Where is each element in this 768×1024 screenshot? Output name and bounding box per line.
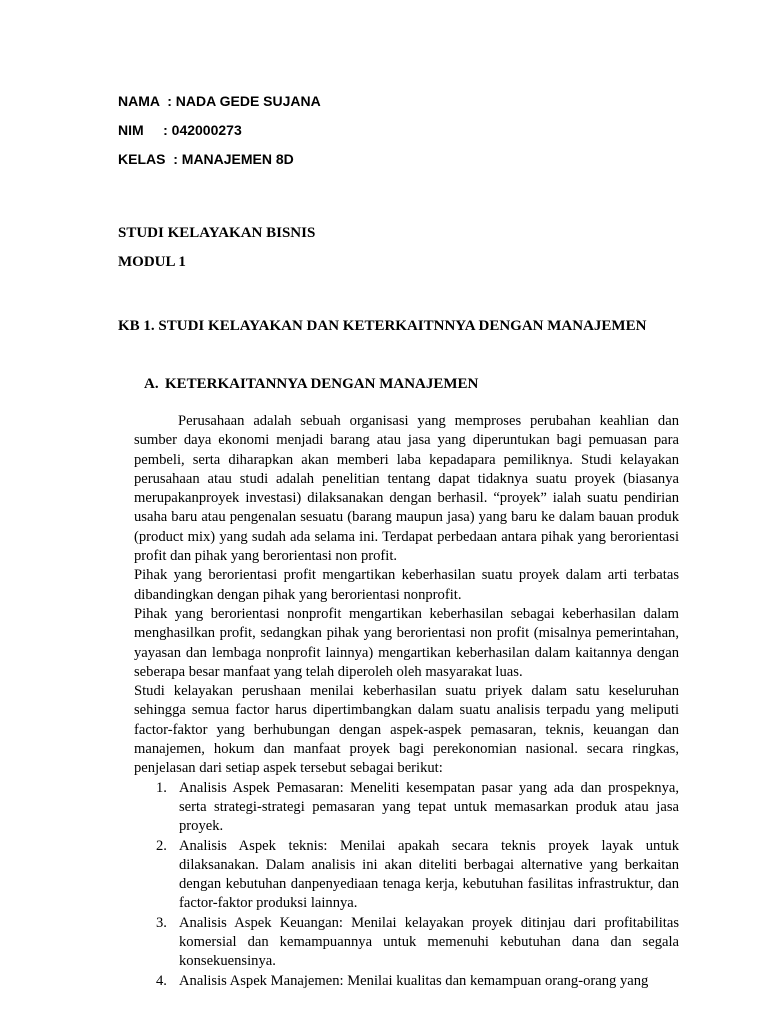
student-nim: NIM : 042000273 — [118, 122, 242, 138]
list-item — [134, 779, 679, 837]
list-number: 2. — [156, 837, 167, 854]
list-item — [134, 837, 679, 914]
list-item — [134, 914, 679, 972]
list-number: 1. — [156, 779, 167, 796]
student-info — [118, 90, 321, 177]
paragraph: Pihak yang berorientasi profit mengartikan keberhasilan suatu proyek dalam arti terbatas dibandingkan dengan pihak yang berorientasi nonprofit. — [134, 567, 679, 603]
course-titles — [118, 222, 315, 280]
kb-title: KB 1. STUDI KELAYAKAN DAN KETERKAITNNYA DENGAN MANAJEMEN — [118, 318, 647, 334]
list-number: 3. — [156, 914, 167, 931]
list-text: Analisis Aspek Keuangan: Menilai kelayakan proyek ditinjau dari profitabilitas komersial dan kemampuannya untuk memenuhi kebutuhan dana dan segala konsekuensinya. — [179, 914, 679, 970]
section-title: KETERKAITANNYA DENGAN MANAJEMEN — [165, 376, 479, 392]
student-class: KELAS : MANAJEMEN 8D — [118, 151, 294, 167]
aspect-list — [134, 779, 679, 991]
section-letter: A. — [144, 376, 159, 392]
paragraph: Pihak yang berorientasi nonprofit mengartikan keberhasilan sebagai keberhasilan dalam menghasilkan profit, sedangkan pihak yang berorientasi non profit (misalnya pemerintahan, yayasan dan lembaga nonprofit lainnya) mengartikan keberhasilan dalam kaitannya dengan seberapa besar manfaat yang telah diperoleh oleh masyarakat luas. — [134, 605, 679, 680]
list-text: Analisis Aspek teknis: Menilai apakah secara teknis proyek layak untuk dilaksanakan. Dalam analisis ini akan diteliti berbagai alternative yang berkaitan dengan kebutuhan danpenyediaan tenaga kerja, kebutuhan fasilitas infrastruktur, dan factor-faktor produksi lainnya. — [179, 837, 679, 912]
section-heading — [144, 373, 478, 395]
list-item — [134, 972, 679, 991]
list-text: Analisis Aspek Pemasaran: Meneliti kesempatan pasar yang ada dan prospeknya, serta strategi-strategi pemasaran yang tepat untuk memasarkan produk atau jasa proyek. — [179, 779, 679, 835]
paragraph: Perusahaan adalah sebuah organisasi yang memproses perubahan keahlian dan sumber daya ekonomi menjadi barang atau jasa yang diperuntukan bagi pemuasan para pembeli, serta diharapkan akan memberi laba kepadapara pemiliknya. Studi kelayakan perusahaan atau studi adalah penelitian tentang dapat tidaknya suatu proyek (biasanya merupakanproyek investasi) dilaksanakan dengan berhasil. “proyek” ialah suatu pendirian usaha baru atau pengenalan sesuatu (barang maupun jasa) yang baru ke dalam bauan produk (product mix) yang sudah ada selama ini. Terdapat perbedaan antara pihak yang berorientasi profit dan pihak yang berorientasi non profit. — [134, 413, 679, 565]
module-title: MODUL 1 — [118, 254, 186, 270]
list-number: 4. — [156, 972, 167, 989]
course-title: STUDI KELAYAKAN BISNIS — [118, 225, 316, 241]
list-text: Analisis Aspek Manajemen: Menilai kualitas dan kemampuan orang-orang yang — [179, 972, 649, 989]
paragraph: Studi kelayakan perushaan menilai keberhasilan suatu priyek dalam satu keseluruhan sehingga semua factor harus dipertimbangkan dalam suatu analisis terpadu yang meliputi factor-faktor yang berhubungan dengan aspek-aspek pemasaran, teknis, keuangan dan manajemen, hokum dan manfaat proyek bagi perekonomian nasional. secara ringkas, penjelasan dari setiap aspek tersebut sebagai berikut: — [134, 683, 679, 777]
student-name: NAMA : NADA GEDE SUJANA — [118, 93, 321, 109]
body-text — [134, 412, 679, 991]
